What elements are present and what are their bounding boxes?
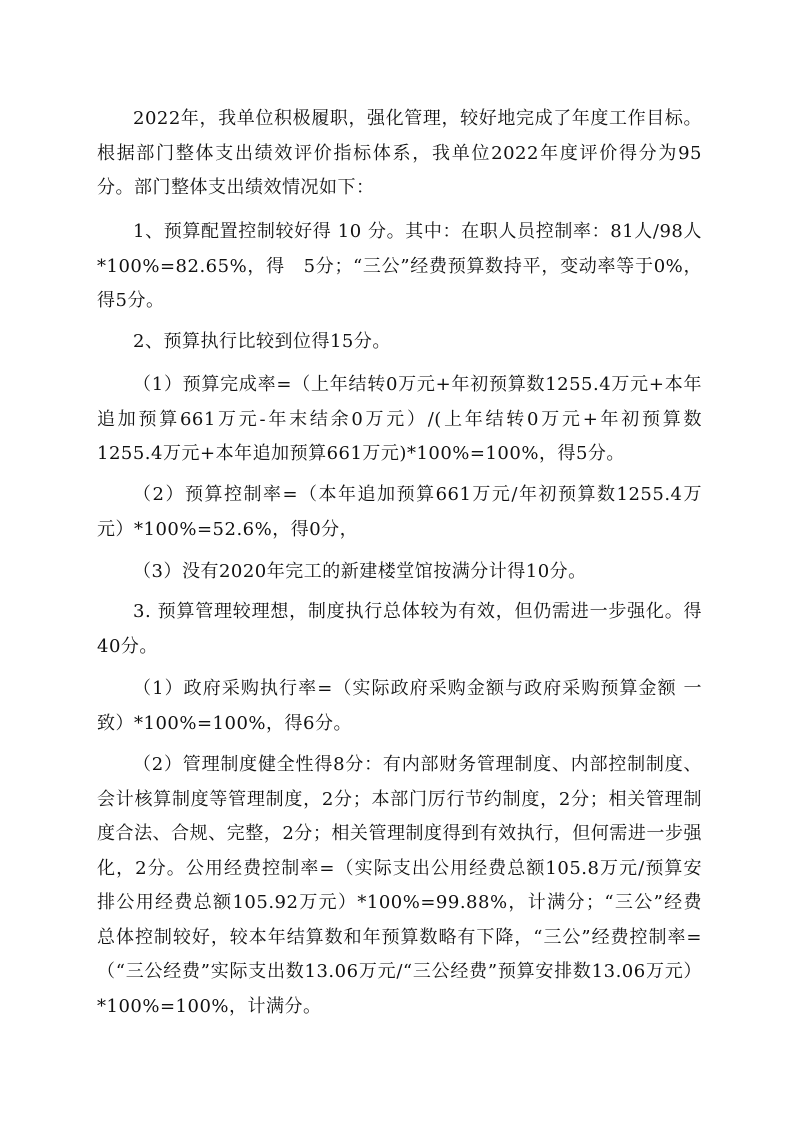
paragraph-item-1: 1、预算配置控制较好得 10 分。其中：在职人员控制率：81人/98人*100%=82.65%，得 5分；“三公”经费预算数持平，变动率等于0%，得5分。: [97, 221, 702, 311]
paragraph-item-2-3: （3）没有2020年完工的新建楼堂馆按满分计得10分。: [133, 561, 587, 582]
paragraph-item-3-1: （1）政府采购执行率=（实际政府采购金额与政府采购预算金额 一致）*100%=100%，得6分。: [97, 678, 702, 734]
paragraph-item-2-1: （1）预算完成率=（上年结转0万元+年初预算数1255.4万元+本年追加预算661万元-年末结余0万元）/(上年结转0万元+年初预算数1255.4万元+本年追加预算661万元)*100%=100%，得5分。: [97, 374, 702, 464]
paragraph-intro: 2022年，我单位积极履职，强化管理，较好地完成了年度工作目标。根据部门整体支出绩效评价指标体系，我单位2022年度评价得分为95分。部门整体支出绩效情况如下：: [97, 108, 702, 198]
paragraph-item-3: 3. 预算管理较理想，制度执行总体较为有效，但仍需进一步强化。得40分。: [97, 601, 702, 657]
paragraph-item-2-2: （2）预算控制率=（本年追加预算661万元/年初预算数1255.4万元）*100%=52.6%，得0分，: [97, 484, 702, 540]
paragraph-item-3-2: （2）管理制度健全性得8分：有内部财务管理制度、内部控制制度、会计核算制度等管理制度，2分；本部门厉行节约制度，2分；相关管理制度合法、合规、完整，2分；相关管理制度得到有效执行，但何需进一步强化，2分。公用经费控制率=（实际支出公用经费总额105.8万元/预算安排公用经费总额105.92万元）*100%=99.88%，计满分；“三公”经费总体控制较好，较本年结算数和年预算数略有下降，“三公”经费控制率=（“三公经费”实际支出数13.06万元/“三公经费”预算安排数13.06万元）*100%=100%，计满分。: [97, 754, 702, 1017]
paragraph-item-2: 2、预算执行比较到位得15分。: [133, 331, 391, 352]
